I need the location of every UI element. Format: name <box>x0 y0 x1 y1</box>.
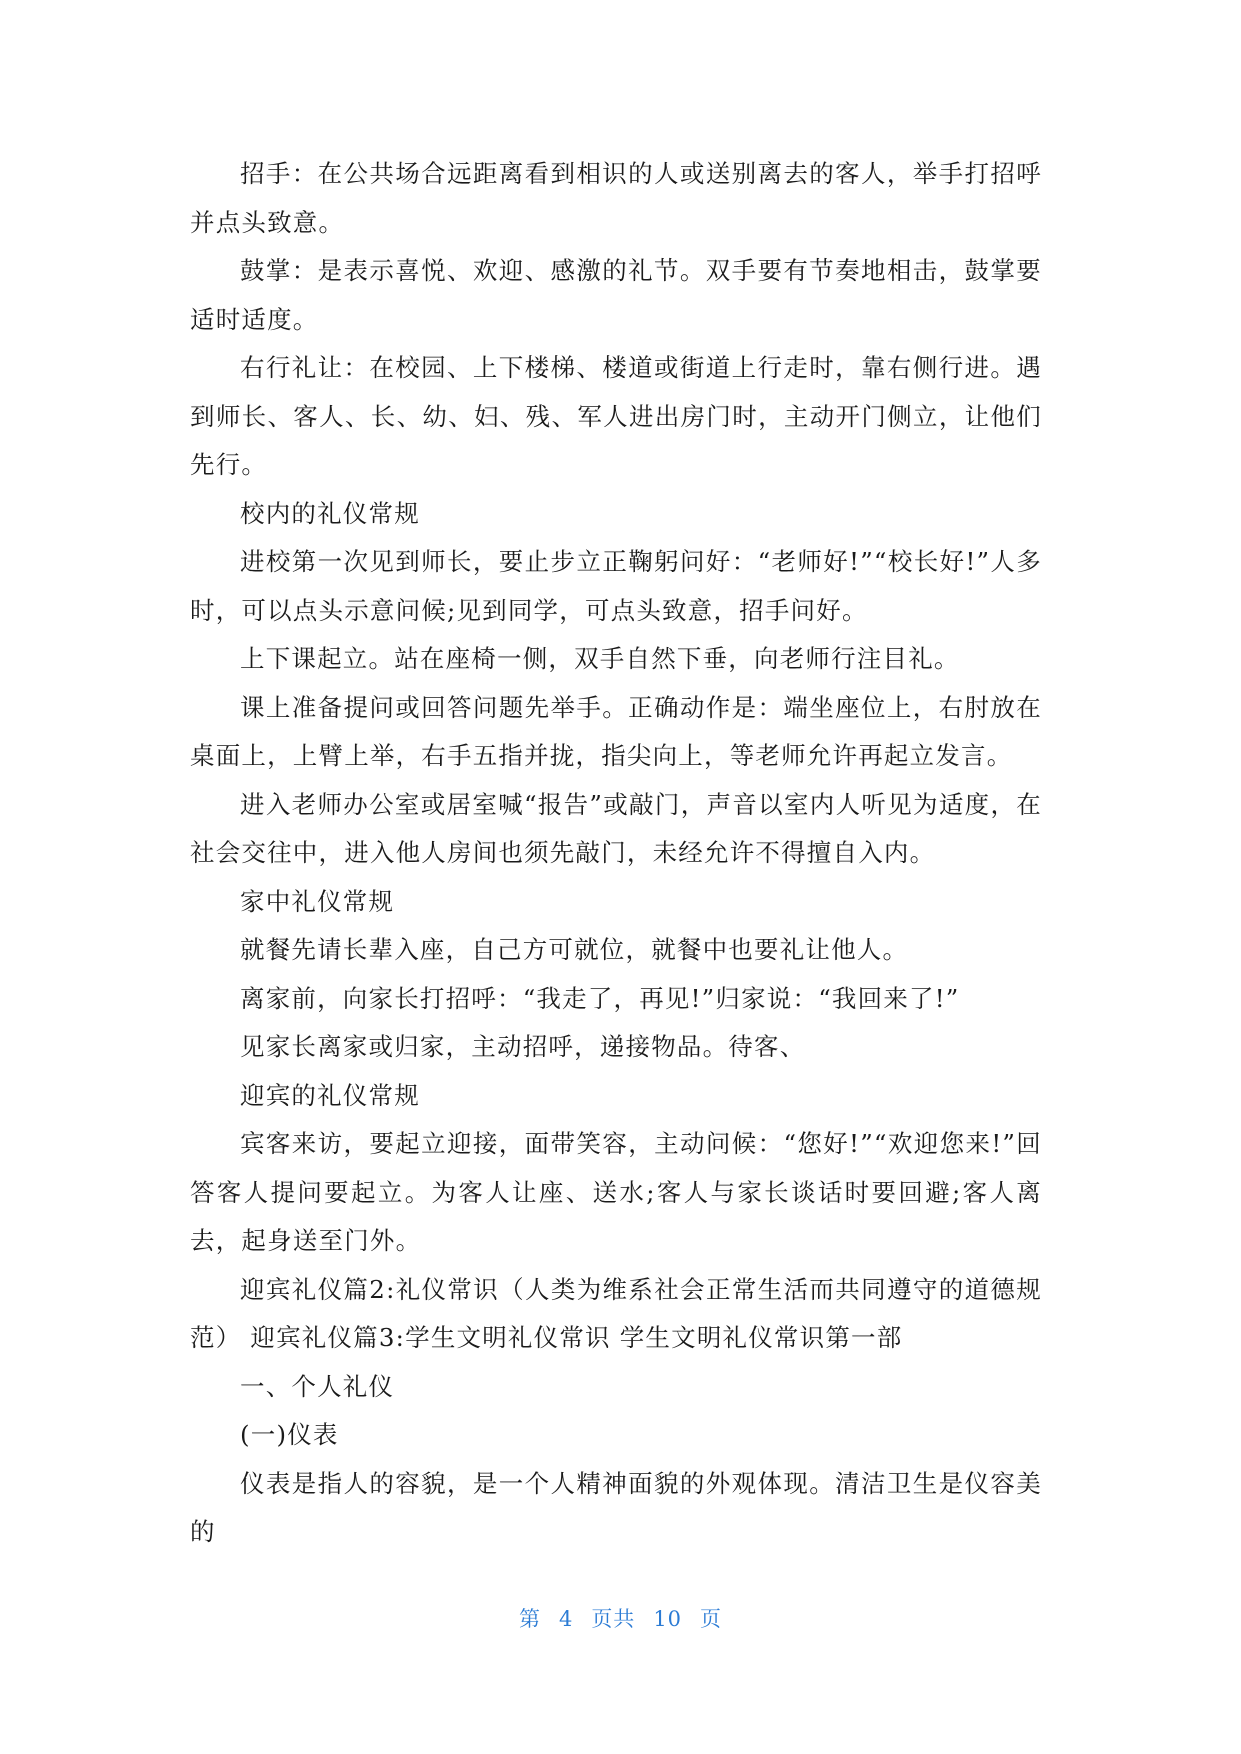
section-heading-yingbin: 迎宾的礼仪常规 <box>240 1080 420 1110</box>
section-heading-xiaonei: 校内的礼仪常规 <box>240 498 420 528</box>
paragraph-ketang: 课上准备提问或回答问题先举手。正确动作是：端坐座位上，右肘放在桌面上，上臂上举，右手五指并拢，指尖向上，等老师允许再起立发言。 <box>190 692 1042 770</box>
paragraph-jianjiazhang: 见家长离家或归家，主动招呼，递接物品。待客、 <box>240 1032 806 1061</box>
section-heading-jiazhong: 家中礼仪常规 <box>240 886 395 916</box>
paragraph-youxing: 右行礼让：在校园、上下楼梯、楼道或街道上行走时，靠右侧行进。遇到师长、客人、长、幼、妇、残、军人进出房门时，主动开门侧立，让他们先行。 <box>190 353 1042 479</box>
paragraph-guzhang: 鼓掌：是表示喜悦、欢迎、感激的礼节。双手要有节奏地相击，鼓掌要适时适度。 <box>190 256 1042 334</box>
paragraph-pian: 迎宾礼仪篇2:礼仪常识（人类为维系社会正常生活而共同遵守的道德规范） 迎宾礼仪篇3:学生文明礼仪常识 学生文明礼仪常识第一部 <box>190 1274 1042 1352</box>
paragraph-zhaoshou: 招手：在公共场合远距离看到相识的人或送别离去的客人，举手打招呼并点头致意。 <box>190 159 1042 237</box>
page-number-footer <box>0 1603 1241 1633</box>
section-heading-geren: 一、个人礼仪 <box>240 1371 395 1401</box>
paragraph-jinxiao: 进校第一次见到师长，要止步立正鞠躬问好：“老师好!”“校长好!”人多时，可以点头示意问候;见到同学，可点头致意，招手问好。 <box>190 547 1042 625</box>
footer-suffix: 页 <box>700 1607 723 1631</box>
paragraph-binke: 宾客来访，要起立迎接，面带笑容，主动问候：“您好!”“欢迎您来!”回答客人提问要起立。为客人让座、送水;客人与家长谈话时要回避;客人离去，起身送至门外。 <box>190 1129 1042 1255</box>
paragraph-yibiao: 仪表是指人的容貌，是一个人精神面貌的外观体现。清洁卫生是仪容美的 <box>190 1468 1042 1546</box>
document-body <box>190 150 1042 1557</box>
paragraph-shangxiake: 上下课起立。站在座椅一侧，双手自然下垂，向老师行注目礼。 <box>240 644 960 673</box>
paragraph-lijia: 离家前，向家长打招呼：“我走了，再见!”归家说：“我回来了!” <box>240 983 960 1013</box>
footer-current-page: 4 <box>558 1607 574 1631</box>
footer-middle: 页共 <box>591 1607 636 1631</box>
section-heading-yibiao: (一)仪表 <box>240 1420 339 1449</box>
paragraph-jinru: 进入老师办公室或居室喊“报告”或敲门，声音以室内人听见为适度，在社会交往中，进入他人房间也须先敲门，未经允许不得擅自入内。 <box>190 789 1042 867</box>
paragraph-jiucan: 就餐先请长辈入座，自己方可就位，就餐中也要礼让他人。 <box>240 935 909 964</box>
footer-prefix: 第 <box>518 1607 541 1631</box>
footer-total-pages: 10 <box>653 1607 683 1631</box>
